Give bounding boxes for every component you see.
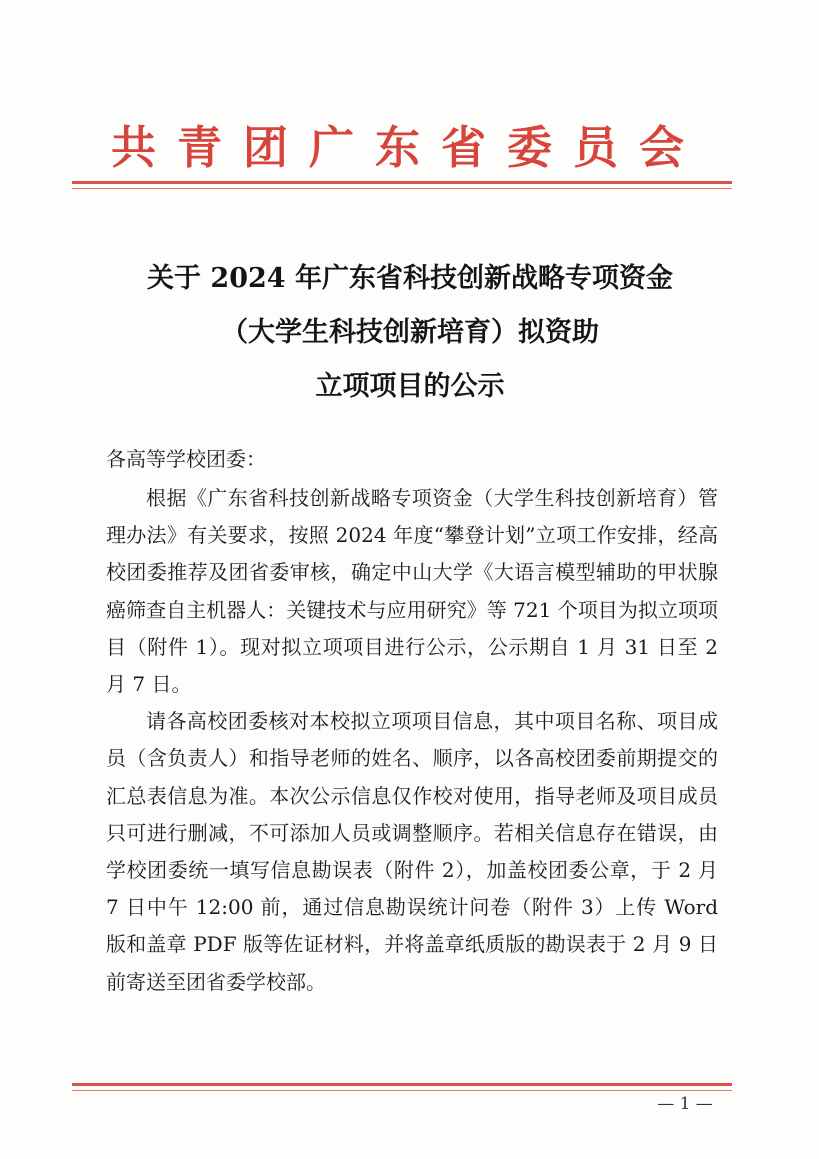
title-line-1: 关于 2024 年广东省科技创新战略专项资金 bbox=[147, 263, 673, 294]
salutation: 各高等学校团委： bbox=[106, 447, 266, 471]
document-title bbox=[60, 252, 760, 414]
header-rule-thick bbox=[72, 181, 732, 184]
title-line-3: 立项项目的公示 bbox=[315, 371, 505, 402]
issuer-header: 共青团广东省委员会 bbox=[110, 121, 705, 174]
paragraph-2: 请各高校团委核对本校拟立项项目信息，其中项目名称、项目成员（含负责人）和指导老师的姓名、顺序，以各高校团委前期提交的汇总表信息为准。本次公示信息仅作校对使用，指导老师及项目成员只可进行删减，不可添加人员或调整顺序。若相关信息存在错误，由学校团委统一填写信息勘误表（附件 2），加盖校团委公章，于 2 月 7 日中午 12:00 前，通过信息勘误统计问卷（附件 3）上传 Word 版和盖章 PDF 版等佐证材料，并将盖章纸质版的勘误表于 2 月 9 日前寄送至团省委学校部。 bbox=[106, 709, 718, 994]
title-line-2: （大学生科技创新培育）拟资助 bbox=[221, 317, 599, 348]
footer-rule-thick bbox=[72, 1083, 732, 1086]
body-text bbox=[106, 480, 718, 1001]
paragraph-1: 根据《广东省科技创新战略专项资金（大学生科技创新培育）管理办法》有关要求，按照 2024 年度“攀登计划”立项工作安排，经高校团委推荐及团省委审核，确定中山大学《大语言模型辅助的甲状腺癌筛查自主机器人：关键技术与应用研究》等 721 个项目为拟立项项目（附件 1）。现对拟立项项目进行公示，公示期自 1 月 31 日至 2 月 7 日。 bbox=[106, 486, 718, 697]
page-number: — 1 — bbox=[657, 1094, 713, 1114]
footer-rule-thin bbox=[72, 1090, 732, 1091]
header-rule-thin bbox=[72, 188, 732, 189]
